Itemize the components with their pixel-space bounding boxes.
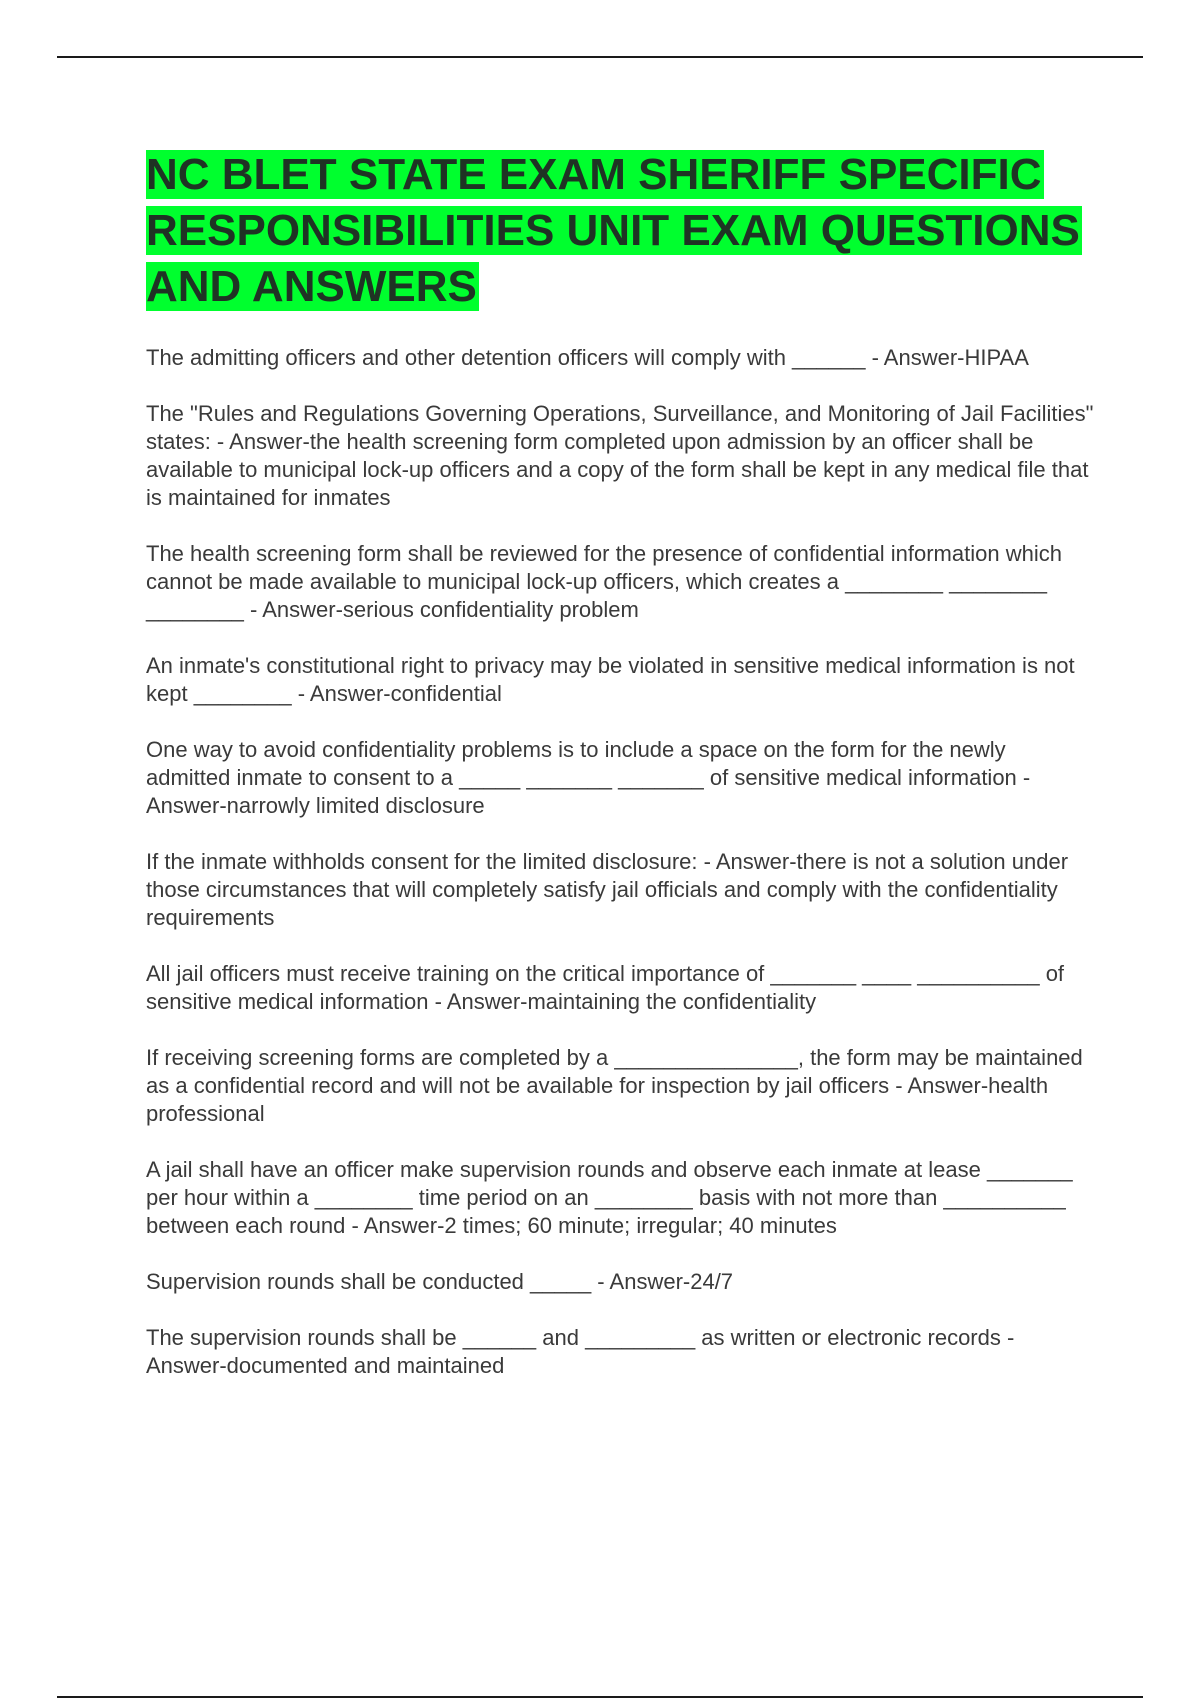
qa-item: A jail shall have an officer make supervision rounds and observe each inmate at lease _______ per hour within a ________ time period on an ________ basis with not more than __________ between each round - Answer-2 times; 60 minute; irregular; 40 minutes [146,1157,1073,1238]
document-body [146,147,1094,1408]
qa-item: All jail officers must receive training on the critical importance of _______ ____ __________ of sensitive medical information - Answer-maintaining the confidentiality [146,961,1065,1014]
document-title [146,147,1094,315]
qa-item: An inmate's constitutional right to privacy may be violated in sensitive medical information is not kept ________ - Answer-confidential [146,653,1075,706]
qa-item: If the inmate withholds consent for the limited disclosure: - Answer-there is not a solution under those circumstances that will completely satisfy jail officials and comply with the confidentiality requirements [146,849,1069,930]
qa-item: The admitting officers and other detention officers will comply with ______ - Answer-HIPAA [146,345,1029,370]
title-highlight: NC BLET STATE EXAM SHERIFF SPECIFIC RESPONSIBILITIES UNIT EXAM QUESTIONS AND ANSWERS [146,150,1080,311]
qa-item: Supervision rounds shall be conducted _____ - Answer-24/7 [146,1269,734,1294]
qa-item: The supervision rounds shall be ______ and _________ as written or electronic records - Answer-documented and maintained [146,1325,1015,1378]
qa-item: The health screening form shall be reviewed for the presence of confidential information which cannot be made available to municipal lock-up officers, which creates a ________ ________ ________ - Answer-serious confidentiality problem [146,541,1062,622]
bottom-rule [57,1696,1143,1698]
qa-item: The "Rules and Regulations Governing Operations, Surveillance, and Monitoring of Jail Facilities" states: - Answer-the health screening form completed upon admission by an officer shall be available to municipal lock-up officers and a copy of the form shall be kept in any medical file that is maintained for inmates [146,401,1094,510]
qa-item: If receiving screening forms are completed by a _______________, the form may be maintained as a confidential record and will not be available for inspection by jail officers - Answer-health professional [146,1045,1083,1126]
qa-item: One way to avoid confidentiality problems is to include a space on the form for the newly admitted inmate to consent to a _____ _______ _______ of sensitive medical information - Answer-narrowly limited disclosure [146,737,1031,818]
top-rule [57,56,1143,58]
